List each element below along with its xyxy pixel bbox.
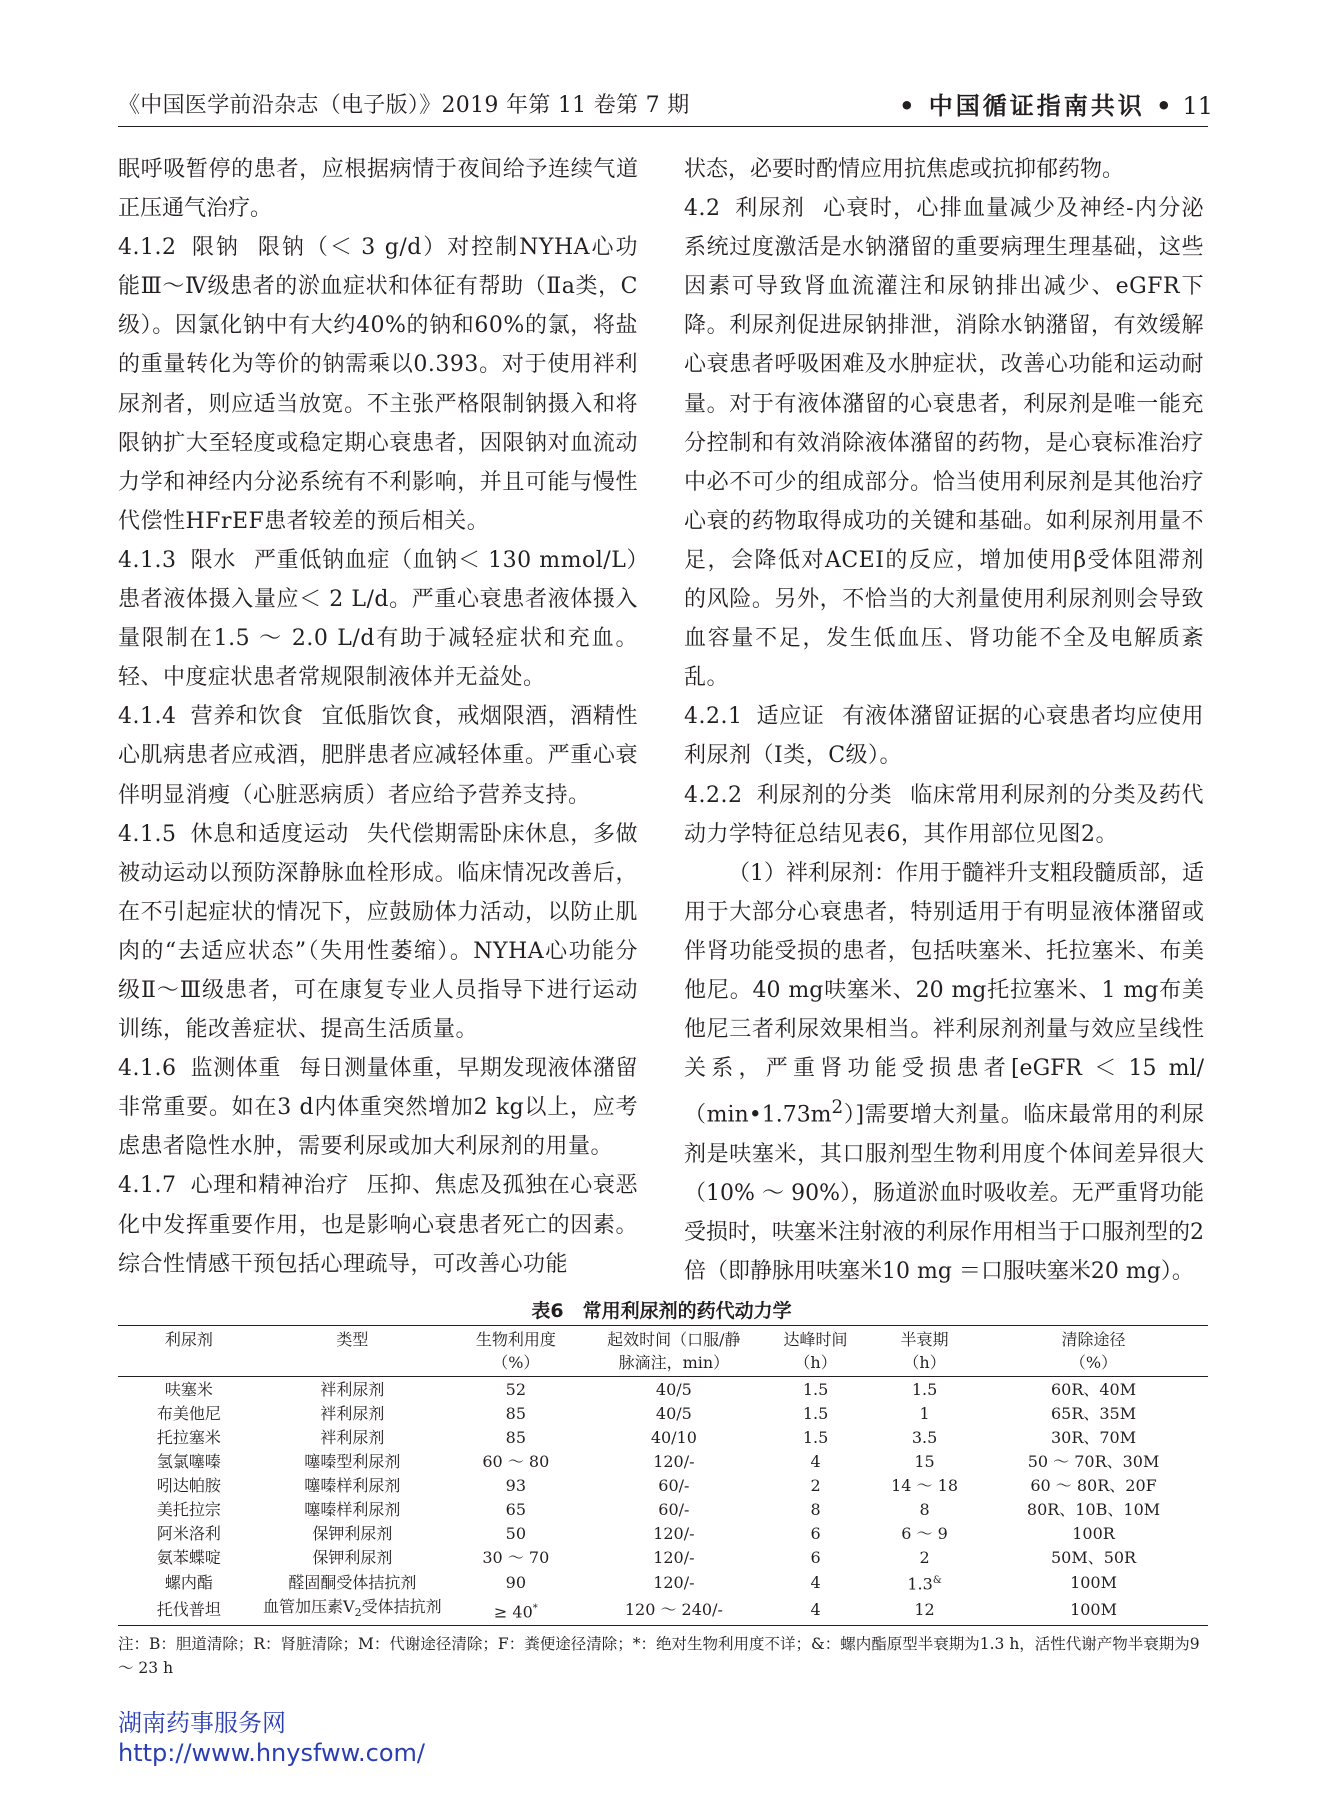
- section-title: 利尿剂: [734, 196, 806, 222]
- column-header-line: 清除途径: [1061, 1330, 1126, 1349]
- table-cell: 氢氯噻嗪: [156, 1451, 221, 1471]
- table-cell: 8: [919, 1499, 930, 1519]
- table-cell: 噻嗪样利尿剂: [304, 1475, 401, 1495]
- table-cell: 14 ～ 18: [891, 1475, 959, 1495]
- section-title: 监测体重: [190, 1056, 282, 1082]
- table-row: [118, 1545, 1208, 1569]
- table-cell: 100R: [1072, 1523, 1115, 1543]
- table-cell: 布美他尼: [156, 1403, 221, 1423]
- table-row: [118, 1569, 1208, 1595]
- column-header-line: 达峰时间: [783, 1330, 848, 1349]
- table-cell: 1.5: [802, 1379, 829, 1399]
- section-number: 4.1.4: [118, 704, 177, 730]
- table-cell: 1.5: [802, 1427, 829, 1447]
- table-body: [118, 1377, 1208, 1626]
- table-cell: 120/-: [653, 1451, 695, 1471]
- paragraph: 状态，必要时酌情应用抗焦虑或抗抑郁药物。: [684, 157, 1125, 182]
- paragraph: 眠呼吸暂停的患者，应根据病情于夜间给予连续气道正压通气治疗。: [118, 157, 638, 222]
- table-cell: 呋塞米: [164, 1379, 213, 1399]
- table-cell: 1.5: [802, 1403, 829, 1423]
- table-row: [118, 1449, 1208, 1473]
- section-4-1-4: [118, 697, 638, 814]
- section-header: [899, 86, 1213, 121]
- table-cell: 60 ～ 80: [482, 1451, 550, 1471]
- table-cell: 2: [810, 1475, 821, 1495]
- table-cell: 52: [505, 1379, 526, 1399]
- section-4-1-7: [118, 1166, 638, 1283]
- section-4-2: [684, 189, 1204, 697]
- column-header: [979, 1326, 1208, 1377]
- section-title: 限水: [190, 547, 236, 573]
- table-row: [118, 1425, 1208, 1449]
- watermark: [118, 1708, 425, 1768]
- table-cell: 50M、50R: [1050, 1547, 1137, 1567]
- table-cell: 保钾利尿剂: [312, 1523, 393, 1543]
- column-header-line: 利尿剂: [164, 1330, 213, 1349]
- table-note: 注：B：胆道清除；R：肾脏清除；M：代谢途径清除；F：粪便途径清除；*：绝对生物利用度不详；&：螺内酯原型半衰期为1.3 h，活性代谢产物半衰期为9 ～ 23 h: [118, 1635, 1200, 1677]
- section-4-1-2: [118, 228, 638, 541]
- section-4-2-2: [684, 776, 1204, 854]
- table-row: [118, 1595, 1208, 1625]
- table-cell: 托伐普坦: [156, 1600, 221, 1620]
- table-cell: 90: [505, 1572, 526, 1592]
- table-cell: 85: [505, 1403, 526, 1423]
- table-cell: 吲达帕胺: [156, 1475, 221, 1495]
- table-cell: 美托拉宗: [156, 1499, 221, 1519]
- column-header: [118, 1326, 260, 1377]
- table-cell: 1: [919, 1403, 930, 1423]
- section-text: 有液体潴留证据的心衰患者均应使用利尿剂（Ⅰ类，C级）。: [684, 704, 1204, 769]
- table-cell: 阿米洛利: [156, 1523, 221, 1543]
- section-text: 心衰时，心排血量减少及神经-内分泌系统过度激活是水钠潴留的重要病理生理基础，这些因素可导致肾血流灌注和尿钠排出减少、eGFR下降。利尿剂促进尿钠排泄，消除水钠潴留，有效缓解心衰患者呼吸困难及水肿症状，改善心功能和运动耐量。对于有液体潴留的心衰患者，利尿剂是唯一能充分控制和有效消除液体潴留的药物，是心衰标准治疗中必不可少的组成部分。恰当使用利尿剂是其他治疗心衰的药物取得成功的关键和基础。如利尿剂用量不足，会降低对ACEI的反应，增加使用β受体阻滞剂的风险。另外，不恰当的大剂量使用利尿剂则会导致血容量不足，发生低血压、肾功能不全及电解质紊乱。: [684, 196, 1204, 691]
- table-cell: 120/-: [653, 1523, 695, 1543]
- table-cell: 80R、10B、10M: [1026, 1499, 1161, 1519]
- section-text: 失代偿期需卧床休息，多做被动运动以预防深静脉血栓形成。临床情况改善后，在不引起症状的情况下，应鼓励体力活动，以防止肌肉的“去适应状态”（失用性萎缩）。NYHA心功能分级Ⅱ～Ⅲ级患者，可在康复专业人员指导下进行运动训练，能改善症状、提高生活质量。: [118, 821, 638, 1043]
- right-column: [684, 150, 1204, 1291]
- table-cell: 60/-: [658, 1475, 690, 1495]
- table-row: [118, 1401, 1208, 1425]
- column-header-line: 脉滴注，min）: [618, 1353, 730, 1372]
- section-number: 4.1.3: [118, 547, 177, 573]
- column-header-line: 半衰期: [900, 1330, 949, 1349]
- section-title: 心理和精神治疗: [190, 1173, 349, 1199]
- table-cell: 40/5: [655, 1403, 692, 1423]
- table-cell: 袢利尿剂: [320, 1427, 385, 1447]
- table-cell: 50 ～ 70R、30M: [1027, 1451, 1160, 1471]
- section-number: 4.1.5: [118, 821, 177, 847]
- table-row: [118, 1521, 1208, 1545]
- watermark-name: 湖南药事服务网: [118, 1709, 286, 1737]
- section-number: 4.2.1: [684, 704, 743, 730]
- table-cell: 6: [810, 1523, 821, 1543]
- table-cell: 65R、35M: [1050, 1403, 1137, 1423]
- table-cell: 65: [505, 1499, 526, 1519]
- table-row: [118, 1473, 1208, 1497]
- table-cell: 袢利尿剂: [320, 1379, 385, 1399]
- section-text: 严重低钠血症（血钠＜ 130 mmol/L）患者液体摄入量应＜ 2 L/d。严重心衰患者液体摄入量限制在1.5 ～ 2.0 L/d有助于减轻症状和充血。轻、中度症状患者常规限制液体并无益处。: [118, 547, 638, 691]
- table-row: [118, 1377, 1208, 1402]
- column-header: [761, 1326, 870, 1377]
- section-number: 4.1.6: [118, 1056, 177, 1082]
- table-cell: 醛固酮受体拮抗剂: [288, 1572, 417, 1592]
- table-cell: 4: [810, 1451, 821, 1471]
- table-cell: 1.5: [911, 1379, 938, 1399]
- section-title: 适应证: [756, 704, 825, 730]
- table-cell: 40/5: [655, 1379, 692, 1399]
- table-caption: 表6 常用利尿剂的药代动力学: [531, 1300, 792, 1322]
- table-cell: 8: [810, 1499, 821, 1519]
- table-cell: 30 ～ 70: [482, 1547, 550, 1567]
- column-header-line: 起效时间（口服/静: [607, 1330, 741, 1349]
- journal-header: 《中国医学前沿杂志（电子版）》2019 年第 11 卷第 7 期: [118, 93, 690, 118]
- table-cell: 40/10: [650, 1427, 697, 1447]
- table-cell: 85: [505, 1427, 526, 1447]
- section-4-1-5: [118, 815, 638, 1050]
- left-column: [118, 150, 638, 1284]
- table-cell: 袢利尿剂: [320, 1403, 385, 1423]
- table-row: [118, 1497, 1208, 1521]
- section-4-1-3: [118, 541, 638, 697]
- column-header: [260, 1326, 445, 1377]
- section-title: 营养和饮食: [190, 704, 304, 730]
- table-cell: 噻嗪样利尿剂: [304, 1499, 401, 1519]
- table-header-row: [118, 1326, 1208, 1377]
- section-title: 限钠: [190, 235, 240, 261]
- section-text: 宜低脂饮食，戒烟限酒，酒精性心肌病患者应戒酒，肥胖患者应减轻体重。严重心衰伴明显消瘦（心脏恶病质）者应给予营养支持。: [118, 704, 638, 808]
- table-cell: 6 ～ 9: [901, 1523, 948, 1543]
- paragraph-loop-diuretics: [684, 854, 1204, 1291]
- section-text: 压抑、焦虑及孤独在心衰恶化中发挥重要作用，也是影响心衰患者死亡的因素。综合性情感干预包括心理疏导，可改善心功能: [118, 1173, 638, 1277]
- table-cell: 100M: [1070, 1600, 1117, 1620]
- table-cell: 3.5: [911, 1427, 938, 1447]
- table-cell: 4: [810, 1572, 821, 1592]
- section-text: 每日测量体重，早期发现液体潴留非常重要。如在3 d内体重突然增加2 kg以上，应考虑患者隐性水肿，需要利尿或加大利尿剂的用量。: [118, 1056, 638, 1160]
- column-header-line: （h）: [903, 1353, 946, 1372]
- table-cell: 托拉塞米: [156, 1427, 221, 1447]
- page-number: 11: [1182, 92, 1213, 120]
- table-cell: 30R、70M: [1050, 1427, 1137, 1447]
- text-run: （1）袢利尿剂：作用于髓袢升支粗段髓质部，适用于大部分心衰患者，特别适用于有明显液体潴留或伴肾功能受损的患者，包括呋塞米、托拉塞米、布美他尼。40 mg呋塞米、20 mg托拉塞米、1 mg布美他尼三者利尿效果相当。袢利尿剂剂量与效应呈线性关系，严重肾功能受损患者[eGFR ＜ 15 ml/（min•1.73m: [684, 860, 1204, 1128]
- table-cell: 2: [919, 1547, 930, 1567]
- table-cell: 12: [914, 1600, 935, 1620]
- table-cell: 6: [810, 1547, 821, 1567]
- section-title: 休息和适度运动: [190, 821, 349, 847]
- column-header-line: 生物利用度: [475, 1330, 556, 1349]
- table-cell: 100M: [1070, 1572, 1117, 1592]
- pharmacokinetics-table: [118, 1325, 1208, 1626]
- section-4-1-6: [118, 1049, 638, 1166]
- section-number: 4.1.2: [118, 235, 177, 261]
- column-header: [445, 1326, 587, 1377]
- section-title: • 中国循证指南共识 •: [899, 92, 1175, 120]
- table-cell: 120/-: [653, 1572, 695, 1592]
- section-number: 4.2: [684, 196, 721, 222]
- section-title: 利尿剂的分类: [756, 782, 893, 808]
- column-header: [870, 1326, 979, 1377]
- header-rule: [118, 126, 1208, 127]
- column-header-line: 类型: [336, 1330, 369, 1349]
- column-header-line: （%）: [492, 1353, 540, 1372]
- table-cell: 螺内酯: [164, 1572, 213, 1592]
- column-header-line: （%）: [1069, 1353, 1118, 1372]
- table-cell: 1.3&: [907, 1574, 942, 1594]
- table-cell: 保钾利尿剂: [312, 1547, 393, 1567]
- superscript: 2: [831, 1097, 844, 1119]
- column-header: [587, 1326, 761, 1377]
- section-text: 限钠（＜ 3 g/d）对控制NYHA心功能Ⅲ～Ⅳ级患者的淤血症状和体征有帮助（Ⅱa类，C级）。因氯化钠中有大约40%的钠和60%的氯，将盐的重量转化为等价的钠需乘以0.393。对于使用袢利尿剂者，则应适当放宽。不主张严格限制钠摄入和将限钠扩大至轻度或稳定期心衰患者，因限钠对血流动力学和神经内分泌系统有不利影响，并且可能与慢性代偿性HFrEF患者较差的预后相关。: [118, 235, 638, 534]
- table-cell: 15: [914, 1451, 935, 1471]
- table-cell: 120/-: [653, 1547, 695, 1567]
- section-text: 临床常用利尿剂的分类及药代动力学特征总结见表6，其作用部位见图2。: [684, 782, 1204, 847]
- section-number: 4.2.2: [684, 782, 743, 808]
- section-number: 4.1.7: [118, 1173, 177, 1199]
- section-4-2-1: [684, 697, 1204, 775]
- table-cell: 60R、40M: [1050, 1379, 1137, 1399]
- table-cell: 60 ～ 80R、20F: [1030, 1475, 1157, 1495]
- table-cell: 93: [505, 1475, 526, 1495]
- table-cell: 60/-: [658, 1499, 690, 1519]
- table-cell: 120 ～ 240/-: [624, 1600, 723, 1620]
- table-cell: 血管加压素$V_2$受体拮抗剂: [263, 1597, 442, 1620]
- watermark-url[interactable]: http://www.hnysfww.com/: [118, 1739, 426, 1767]
- table-cell: ≥ 40*: [493, 1602, 538, 1622]
- column-header-line: （h）: [794, 1353, 837, 1372]
- table-cell: 50: [505, 1523, 526, 1543]
- table-cell: 4: [810, 1600, 821, 1620]
- table-cell: 噻嗪型利尿剂: [304, 1451, 401, 1471]
- table-cell: 氨苯蝶啶: [156, 1547, 221, 1567]
- text-run: ）]需要增大剂量。临床最常用的利尿剂是呋塞米，其口服剂型生物利用度个体间差异很大（10% ～ 90%），肠道淤血时吸收差。无严重肾功能受损时，呋塞米注射液的利尿作用相当于口服剂型的2倍（即静脉用呋塞米10 mg ＝口服呋塞米20 mg）。: [684, 1102, 1204, 1284]
